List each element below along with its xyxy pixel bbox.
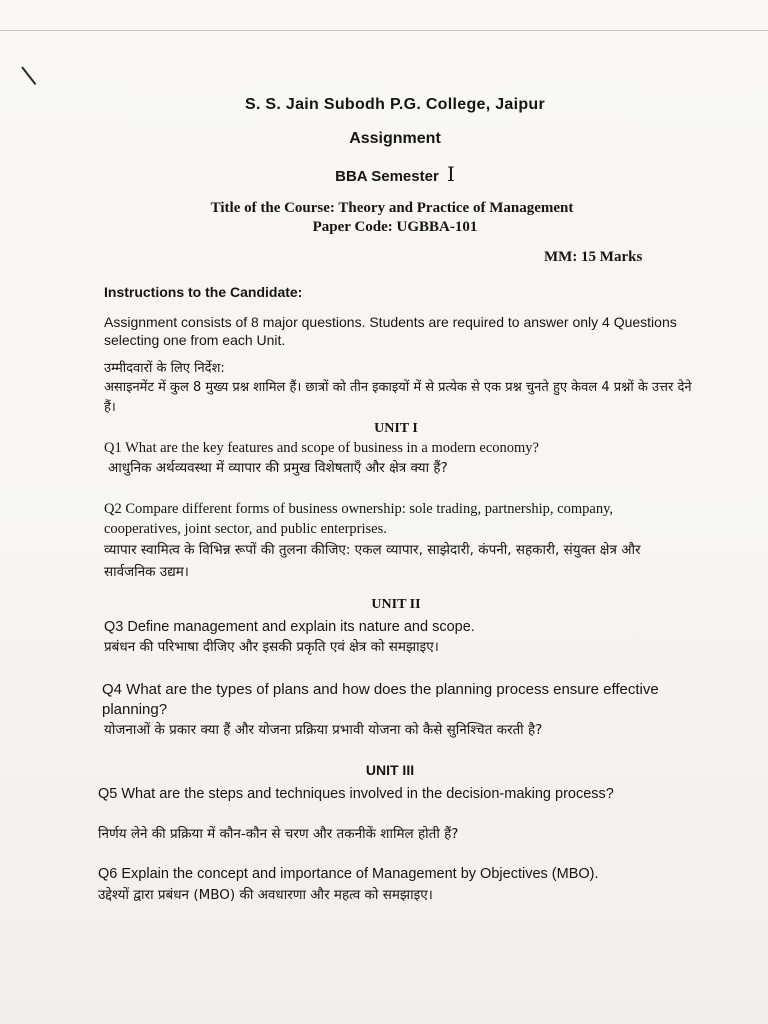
unit-heading: UNIT II <box>371 597 421 612</box>
question-hindi: योजनाओं के प्रकार क्या हैं और योजना प्रक्रिया प्रभावी योजना को कैसे सुनिश्चित करती है? <box>104 722 543 738</box>
question-english: Q4 What are the types of plans and how does the planning process ensure effective planning? <box>102 681 659 718</box>
document-type: Assignment <box>349 130 441 147</box>
course-title: Title of the Course: Theory and Practice of Management <box>210 200 574 216</box>
semester-number: I <box>446 162 455 186</box>
unit-heading: UNIT III <box>365 762 415 778</box>
semester-heading <box>0 162 768 186</box>
question-hindi: आधुनिक अर्थव्यवस्था में व्यापार की प्रमुख विशेषताएँ और क्षेत्र क्या हैं? <box>108 460 448 476</box>
question-english: Q1 What are the key features and scope of business in a modern economy? <box>104 440 539 456</box>
unit-heading: UNIT I <box>374 421 418 436</box>
college-name: S. S. Jain Subodh P.G. College, Jaipur <box>244 96 546 113</box>
pen-mark <box>21 66 36 85</box>
question-hindi: व्यापार स्वामित्व के विभिन्न रूपों की तुलना कीजिए: एकल व्यापार, साझेदारी, कंपनी, सहकारी, संयुक्त क्षेत्र और सार्वजनिक उद्यम। <box>104 542 641 580</box>
question-hindi: निर्णय लेने की प्रक्रिया में कौन-कौन से चरण और तकनीकें शामिल होती हैं? <box>98 826 459 842</box>
max-marks: MM: 15 Marks <box>544 249 643 265</box>
scan-edge-line <box>0 30 768 31</box>
semester-label: BBA Semester <box>335 168 439 185</box>
question-english: Q5 What are the steps and techniques involved in the decision-making process? <box>98 786 614 802</box>
instructions-english: Assignment consists of 8 major questions. Students are required to answer only 4 Questions selecting one from each Unit. <box>104 314 677 348</box>
instructions-hindi-heading: उम्मीदवारों के लिए निर्देश: <box>104 361 225 376</box>
question-english: Q2 Compare different forms of business ownership: sole trading, partnership, company, cooperatives, joint sector, and public enterprises. <box>104 501 614 537</box>
instructions-hindi: असाइनमेंट में कुल 8 मुख्य प्रश्न शामिल हैं। छात्रों को तीन इकाइयों में से प्रत्येक से एक प्रश्न चुनते हुए केवल 4 प्रश्नों के उत्तर देने हैं। <box>104 380 692 415</box>
paper-code: Paper Code: UGBBA-101 <box>312 219 478 235</box>
question-english: Q6 Explain the concept and importance of Management by Objectives (MBO). <box>98 866 599 882</box>
question-english: Q3 Define management and explain its nature and scope. <box>104 619 475 635</box>
instructions-heading: Instructions to the Candidate: <box>104 284 303 300</box>
question-hindi: उद्देश्यों द्वारा प्रबंधन (MBO) की अवधारणा और महत्व को समझाइए। <box>98 887 433 903</box>
question-hindi: प्रबंधन की परिभाषा दीजिए और इसकी प्रकृति एवं क्षेत्र को समझाइए। <box>104 639 439 655</box>
